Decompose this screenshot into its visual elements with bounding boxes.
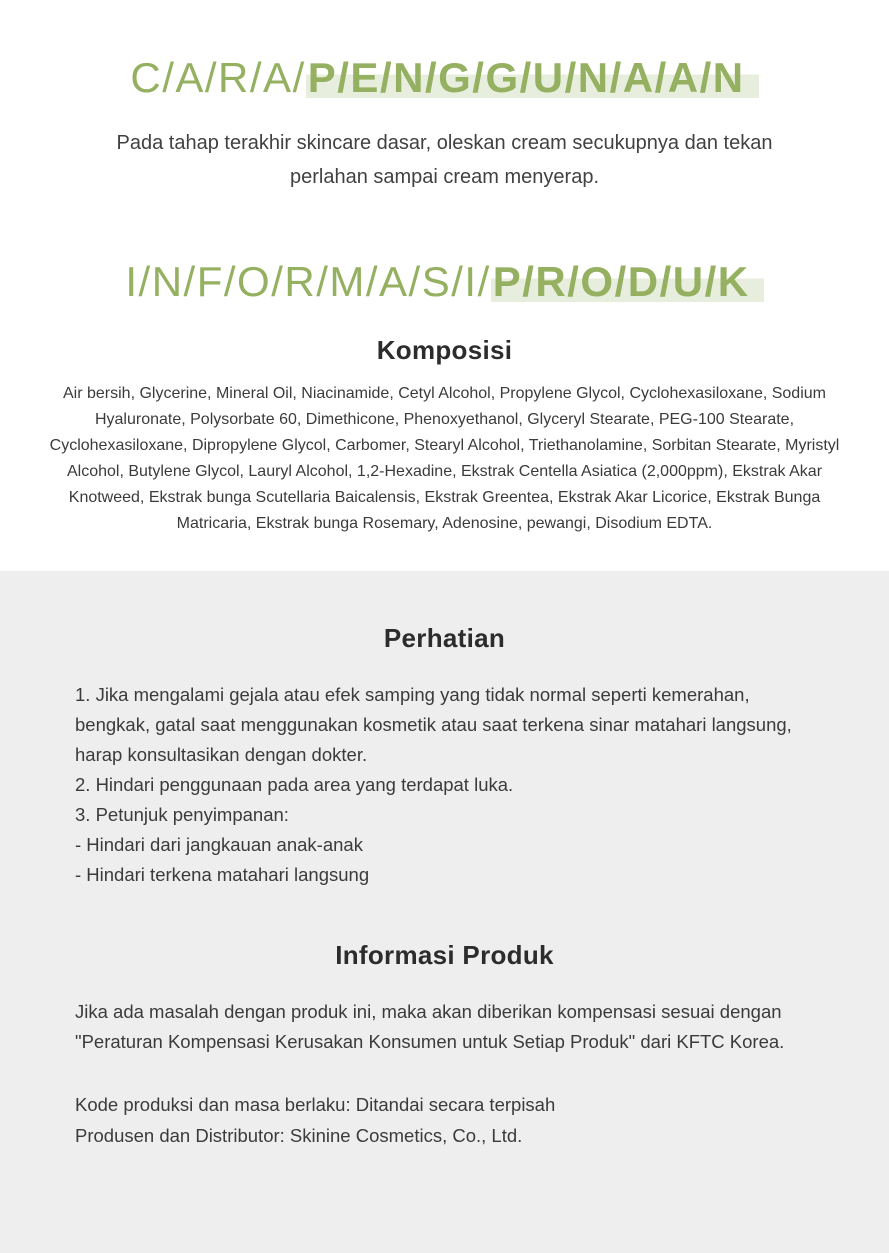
- usage-description: Pada tahap terakhir skincare dasar, oleskan cream secukupnya dan tekan perlahan sampai cream menyerap.: [116, 132, 773, 189]
- caution-subitem-keep-away-children: - Hindari dari jangkauan anak-anak: [75, 833, 363, 855]
- usage-title: [0, 54, 889, 102]
- product-info-header-section: [0, 258, 889, 536]
- caution-and-info-section: [0, 571, 889, 1253]
- product-detail-lines: [75, 1089, 814, 1151]
- product-info-title-regular-part: I/N/F/O/R/M/A/S/I/: [125, 258, 491, 306]
- manufacturer-line: Produsen dan Distributor: Skinine Cosmetics, Co., Ltd.: [75, 1124, 523, 1146]
- usage-title-regular-part: C/A/R/A/: [130, 54, 306, 101]
- ingredients-list: Air bersih, Glycerine, Mineral Oil, Niacinamide, Cetyl Alcohol, Propylene Glycol, Cyclohexasiloxane, Sodium Hyaluronate, Polysorbate 60, Dimethicone, Phenoxyethanol, Glyceryl Stearate, PEG-100 Stearate, Cyclohexasiloxane, Dipropylene Glycol, Carbomer, Stearyl Alcohol, Triethanolamine, Sorbitan Stearate, Myristyl Alcohol, Butylene Glycol, Lauryl Alcohol, 1,2-Hexadine, Ekstrak Centella Asiatica (2,000ppm), Ekstrak Akar Knotweed, Ekstrak bunga Scutellaria Baicalensis, Ekstrak Greentea, Ekstrak Akar Licorice, Ekstrak Bunga Matricaria, Ekstrak bunga Rosemary, Adenosine, pewangi, Disodium EDTA.: [49, 384, 840, 532]
- caution-list: [75, 680, 814, 890]
- caution-heading: Perhatian: [383, 622, 506, 653]
- composition-heading: Komposisi: [376, 334, 513, 365]
- caution-item-1: 1. Jika mengalami gejala atau efek samping yang tidak normal seperti kemerahan, bengkak, gatal saat menggunakan kosmetik atau saat terkena sinar matahari langsung, harap konsultasikan dengan dokter.: [75, 683, 792, 765]
- caution-item-2: 2. Hindari penggunaan pada area yang terdapat luka.: [75, 773, 514, 795]
- usage-section: [0, 0, 889, 194]
- product-info-title-highlighted-part: P/R/O/D/U/K: [491, 258, 764, 305]
- production-code-line: Kode produksi dan masa berlaku: Ditandai secara terpisah: [75, 1093, 556, 1115]
- product-info-title: [0, 258, 889, 306]
- caution-subitem-avoid-sunlight: - Hindari terkena matahari langsung: [75, 863, 370, 885]
- compensation-note: Jika ada masalah dengan produk ini, maka akan diberikan kompensasi sesuai dengan "Peraturan Kompensasi Kerusakan Konsumen untuk Setiap Produk" dari KFTC Korea.: [75, 1000, 785, 1052]
- caution-item-3: 3. Petunjuk penyimpanan:: [75, 803, 289, 825]
- product-info-heading: Informasi Produk: [335, 939, 554, 970]
- usage-title-highlighted-part: P/E/N/G/G/U/N/A/A/N: [306, 54, 759, 101]
